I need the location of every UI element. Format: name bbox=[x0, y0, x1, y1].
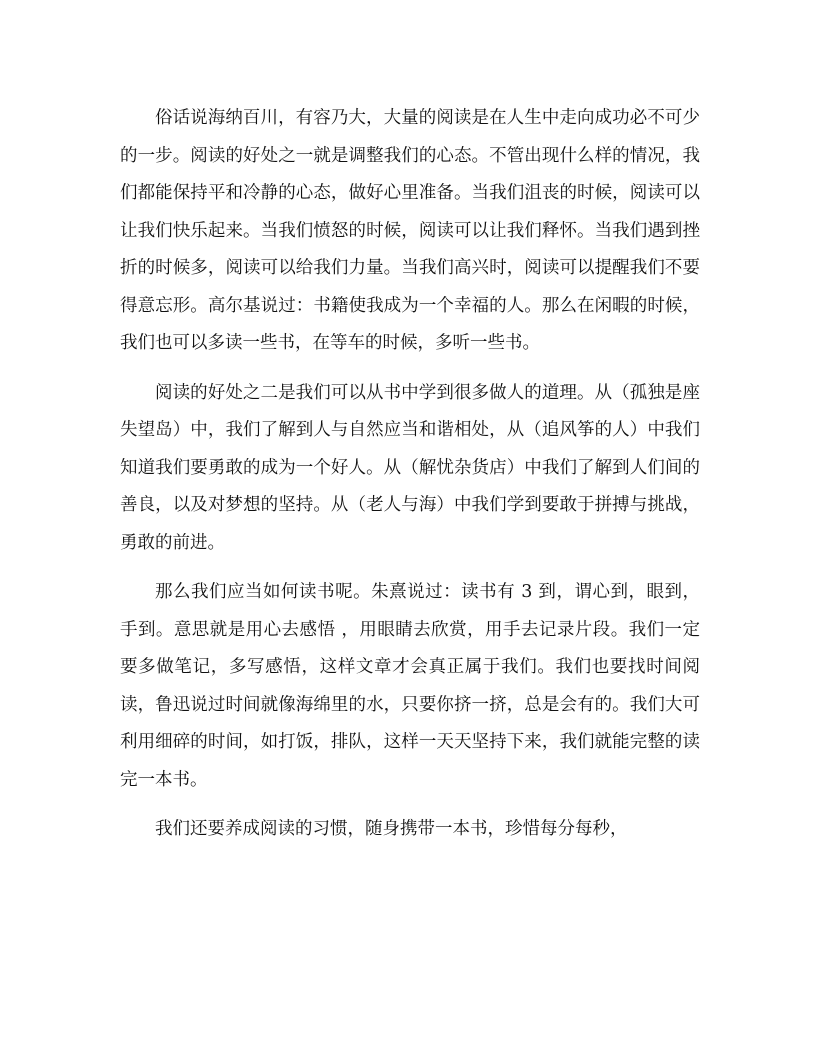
document-body bbox=[120, 100, 700, 849]
paragraph-1: 俗话说海纳百川，有容乃大，大量的阅读是在人生中走向成功必不可少的一步。阅读的好处之一就是调整我们的心态。不管出现什么样的情况，我们都能保持平和冷静的心态，做好心里准备。当我们沮丧的时候，阅读可以让我们快乐起来。当我们愤怒的时候，阅读可以让我们释怀。当我们遇到挫折的时候多，阅读可以给我们力量。当我们高兴时，阅读可以提醒我们不要得意忘形。高尔基说过：书籍使我成为一个幸福的人。那么在闲暇的时候，我们也可以多读一些书，在等车的时候，多听一些书。 bbox=[120, 108, 700, 353]
paragraph-2: 阅读的好处之二是我们可以从书中学到很多做人的道理。从（孤独是座失望岛）中，我们了解到人与自然应当和谐相处，从（追风筝的人）中我们知道我们要勇敢的成为一个好人。从（解忧杂货店）中我们了解到人们间的善良，以及对梦想的坚持。从（老人与海）中我们学到要敢于拼搏与挑战，勇敢的前进。 bbox=[120, 382, 700, 553]
paragraph-3: 那么我们应当如何读书呢。朱熹说过：读书有 3 到，谓心到，眼到，手到。意思就是用心去感悟 ，用眼睛去欣赏，用手去记录片段。我们一定要多做笔记，多写感悟，这样文章才会真正属于我们。我们也要找时间阅读，鲁迅说过时间就像海绵里的水，只要你挤一挤，总是会有的。我们大可利用细碎的时间，如打饭，排队，这样一天天坚持下来，我们就能完整的读完一本书。 bbox=[120, 582, 700, 790]
paragraph-4: 我们还要养成阅读的习惯，随身携带一本书，珍惜每分每秒， bbox=[155, 819, 628, 839]
